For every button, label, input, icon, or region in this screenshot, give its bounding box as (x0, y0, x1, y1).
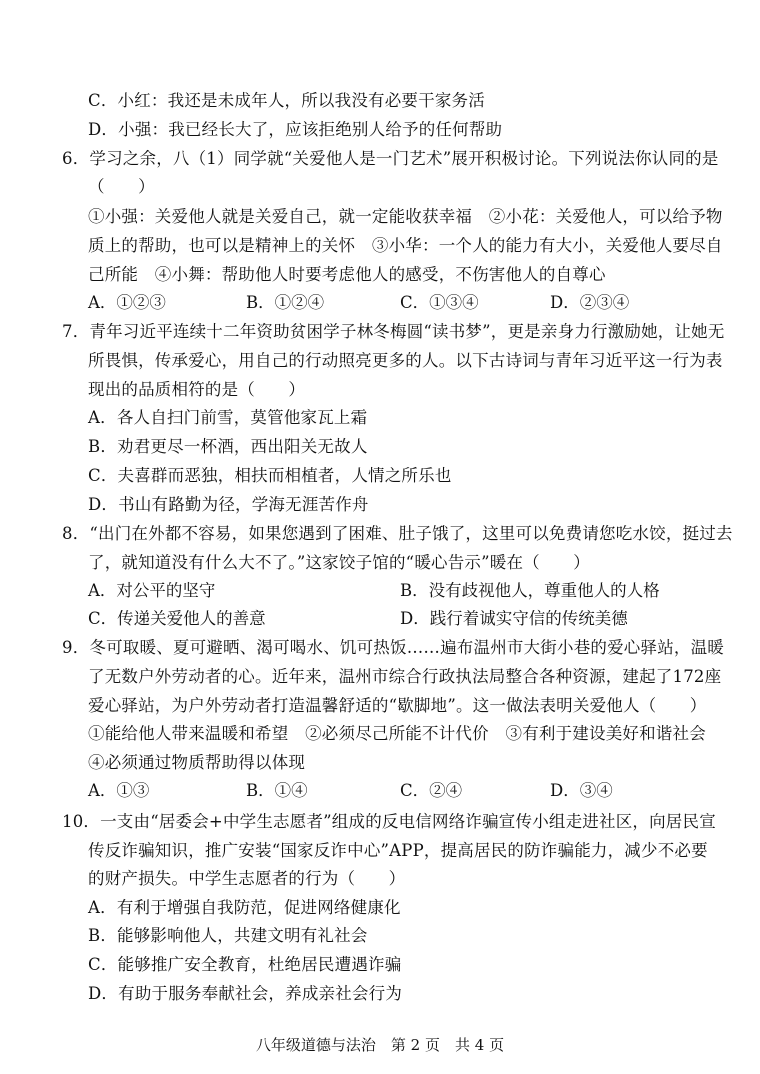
question-9-options (88, 780, 708, 802)
question-10-stem: 10．一支由“居委会+中学生志愿者”组成的反电信网络诈骗宣传小组走进社区，向居民宣 (62, 812, 716, 831)
option-d: D．书山有路勤为径，学海无涯苦作舟 (88, 495, 369, 514)
option-b: B．劝君更尽一杯酒，西出阳关无故人 (88, 437, 368, 456)
option-b: B．①④ (246, 781, 308, 800)
question-9-stem: 爱心驿站，为户外劳动者打造温馨舒适的“歇脚地”。这一做法表明关爱他人（ ） (88, 696, 707, 715)
page-footer: 八年级道德与法治 第 2 页 共 4 页 (255, 1036, 505, 1054)
option-c: C．传递关爱他人的善意 (88, 609, 266, 628)
question-9-stem: 了无数户外劳动者的心。近年来，温州市综合行政执法局整合各种资源，建起了172座 (88, 667, 722, 686)
option-a: A．①③ (88, 781, 150, 800)
question-7-stem: 7．青年习近平连续十二年资助贫困学子林冬梅圆“读书梦”，更是亲身力行激励她，让她无 (62, 322, 725, 341)
question-6-stem: 6．学习之余，八（1）同学就“关爱他人是一门艺术”展开积极讨论。下列说法你认同的是 (62, 149, 719, 168)
question-7-stem: 所畏惧，传承爱心，用自己的行动照亮更多的人。以下古诗词与青年习近平这一行为表 (88, 351, 723, 370)
option-a: A．各人自扫门前雪，莫管他家瓦上霜 (88, 408, 368, 427)
option-d: D．践行着诚实守信的传统美德 (400, 609, 628, 628)
option-d: D．小强：我已经长大了，应该拒绝别人给予的任何帮助 (88, 120, 503, 139)
option-a: A．对公平的坚守 (88, 581, 216, 600)
option-d: D．有助于服务奉献社会，养成亲社会行为 (88, 984, 403, 1003)
question-7-stem: 现出的品质相符的是（ ） (88, 380, 306, 399)
question-10-stem: 的财产损失。中学生志愿者的行为（ ） (88, 869, 406, 888)
question-9-statement-line: ④必须通过物质帮助得以体现 (88, 753, 306, 772)
question-8-options-row (88, 580, 708, 602)
question-6-options (88, 292, 708, 314)
option-b: B．能够影响他人，共建文明有礼社会 (88, 926, 368, 945)
question-8-options-row (88, 608, 708, 630)
option-b: B．①②④ (246, 293, 325, 312)
question-6-statement-line: 质上的帮助，也可以是精神上的关怀 ③小华：一个人的能力有大小，关爱他人要尽自 (88, 236, 723, 255)
question-9-statement-line: ①能给他人带来温暖和希望 ②必须尽己所能不计代价 ③有利于建设美好和谐社会 (88, 724, 706, 743)
question-6-statement-line: 己所能 ④小舞：帮助他人时要考虑他人的感受，不伤害他人的自尊心 (88, 265, 606, 284)
option-c: C．小红：我还是未成年人，所以我没有必要干家务活 (88, 91, 485, 110)
question-10-stem: 传反诈骗知识，推广安装“国家反诈中心”APP，提高居民的防诈骗能力，减少不必要 (88, 841, 708, 860)
option-a: A．①②③ (88, 293, 166, 312)
option-d: D．③④ (550, 781, 613, 800)
option-c: C．夫喜群而恶独，相扶而相植者，人情之所乐也 (88, 466, 452, 485)
question-6-statement-line: ①小强：关爱他人就是关爱自己，就一定能收获幸福 ②小花：关爱他人，可以给予物 (88, 207, 723, 226)
option-b: B．没有歧视他人，尊重他人的人格 (400, 581, 660, 600)
question-9-stem: 9．冬可取暖、夏可避晒、渴可喝水、饥可热饭……遍布温州市大街小巷的爱心驿站，温暖 (62, 638, 724, 657)
question-8-stem: 了，就知道没有什么大不了。”这家饺子馆的“暖心告示”暖在（ ） (88, 553, 590, 572)
option-c: C．②④ (400, 781, 463, 800)
option-a: A．有利于增强自我防范，促进网络健康化 (88, 898, 401, 917)
question-6-blank: （ ） (88, 177, 155, 196)
option-d: D．②③④ (550, 293, 630, 312)
option-c: C．能够推广安全教育，杜绝居民遭遇诈骗 (88, 955, 402, 974)
question-8-stem: 8．“出门在外都不容易，如果您遇到了困难、肚子饿了，这里可以免费请您吃水饺，挺过去 (62, 524, 733, 543)
option-c: C．①③④ (400, 293, 479, 312)
